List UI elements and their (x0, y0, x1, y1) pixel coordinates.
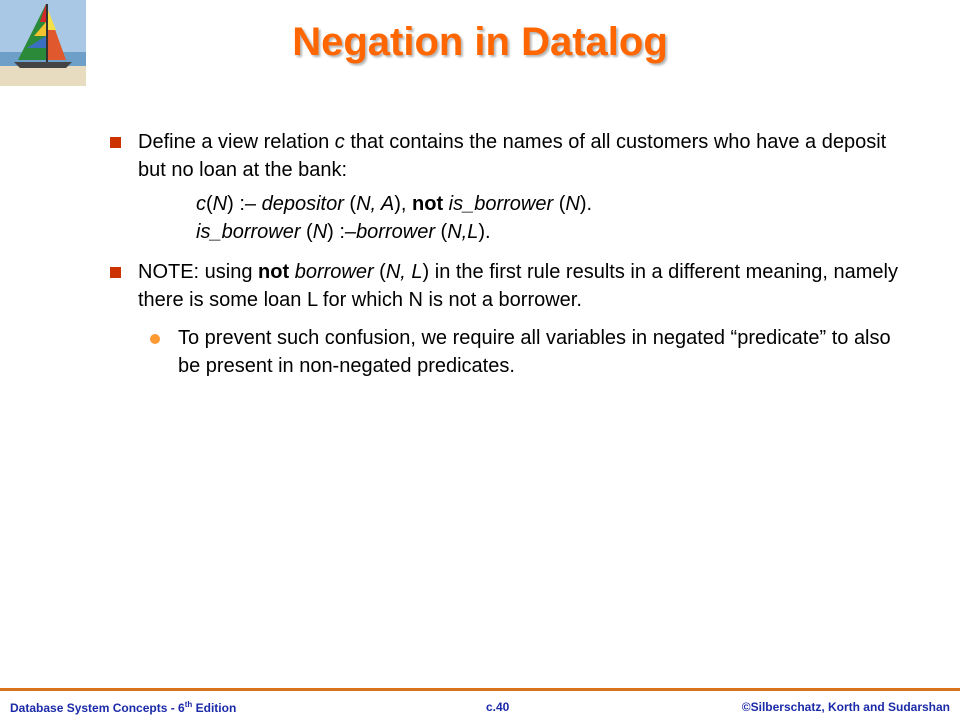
relation-name: c (334, 131, 345, 153)
rule-punct: ( (300, 221, 313, 243)
rule-punct: ( (206, 193, 213, 215)
rule-var: N (312, 221, 328, 243)
sub-bullet-text: To prevent such confusion, we require all variables in negated “predicate” to also be present in non-negated predicates. (178, 327, 891, 377)
bullet-define-view (110, 128, 900, 184)
rule-punct: ( (434, 221, 448, 243)
footer-divider (0, 688, 960, 691)
rule-var: N (565, 193, 580, 215)
bullet-note (110, 258, 900, 314)
predicate-name: borrower (294, 261, 374, 283)
footer-edition-text: Edition (192, 701, 237, 715)
rule-predicate: borrower (356, 221, 435, 243)
rule-punct: ). (579, 193, 593, 215)
rule-not-keyword: not (412, 193, 444, 215)
rule-punct: ( (553, 193, 566, 215)
rule-head: is_borrower (196, 221, 301, 243)
footer-book-title (10, 700, 236, 715)
footer-slide-number: c.40 (486, 700, 510, 714)
footer-book-text: Database System Concepts - 6 (10, 701, 185, 715)
slide-title: Negation in Datalog (292, 20, 668, 64)
rule-predicate: is_borrower (448, 193, 554, 215)
square-bullet-icon (110, 137, 121, 148)
rule-punct: ) :– (327, 221, 357, 243)
rule-is-borrower (196, 218, 900, 246)
rule-args: N, A (356, 193, 395, 215)
bullet-text: ) in the first rule results in a different meaning, namely there is some loan L for which N is not a borrower. (138, 261, 898, 311)
rule-punct: ), (394, 193, 413, 215)
bullet-text: that contains the names of all customers who have a deposit but no loan at the bank: (138, 131, 887, 181)
rule-var: N (212, 193, 228, 215)
footer-superscript: th (184, 700, 193, 709)
bullet-text: ( (373, 261, 386, 283)
rule-punct: ). (478, 221, 491, 243)
bullet-text: Define a view relation (138, 131, 335, 153)
footer-copyright: ©Silberschatz, Korth and Sudarshan (741, 700, 950, 714)
rule-args: N,L (447, 221, 479, 243)
rule-punct: ( (343, 193, 357, 215)
rule-punct: ) :– (227, 193, 262, 215)
round-bullet-icon (150, 334, 160, 344)
predicate-args: N, L (385, 261, 423, 283)
slide-footer (0, 688, 960, 720)
rule-head: c (196, 193, 206, 215)
rule-predicate: depositor (261, 193, 344, 215)
sub-bullet-prevent-confusion (110, 324, 900, 380)
bullet-text: NOTE: using (138, 261, 259, 283)
square-bullet-icon (110, 267, 121, 278)
slide-content (110, 128, 900, 380)
datalog-rules (110, 190, 900, 246)
rule-c (196, 190, 900, 218)
not-keyword: not (258, 261, 290, 283)
